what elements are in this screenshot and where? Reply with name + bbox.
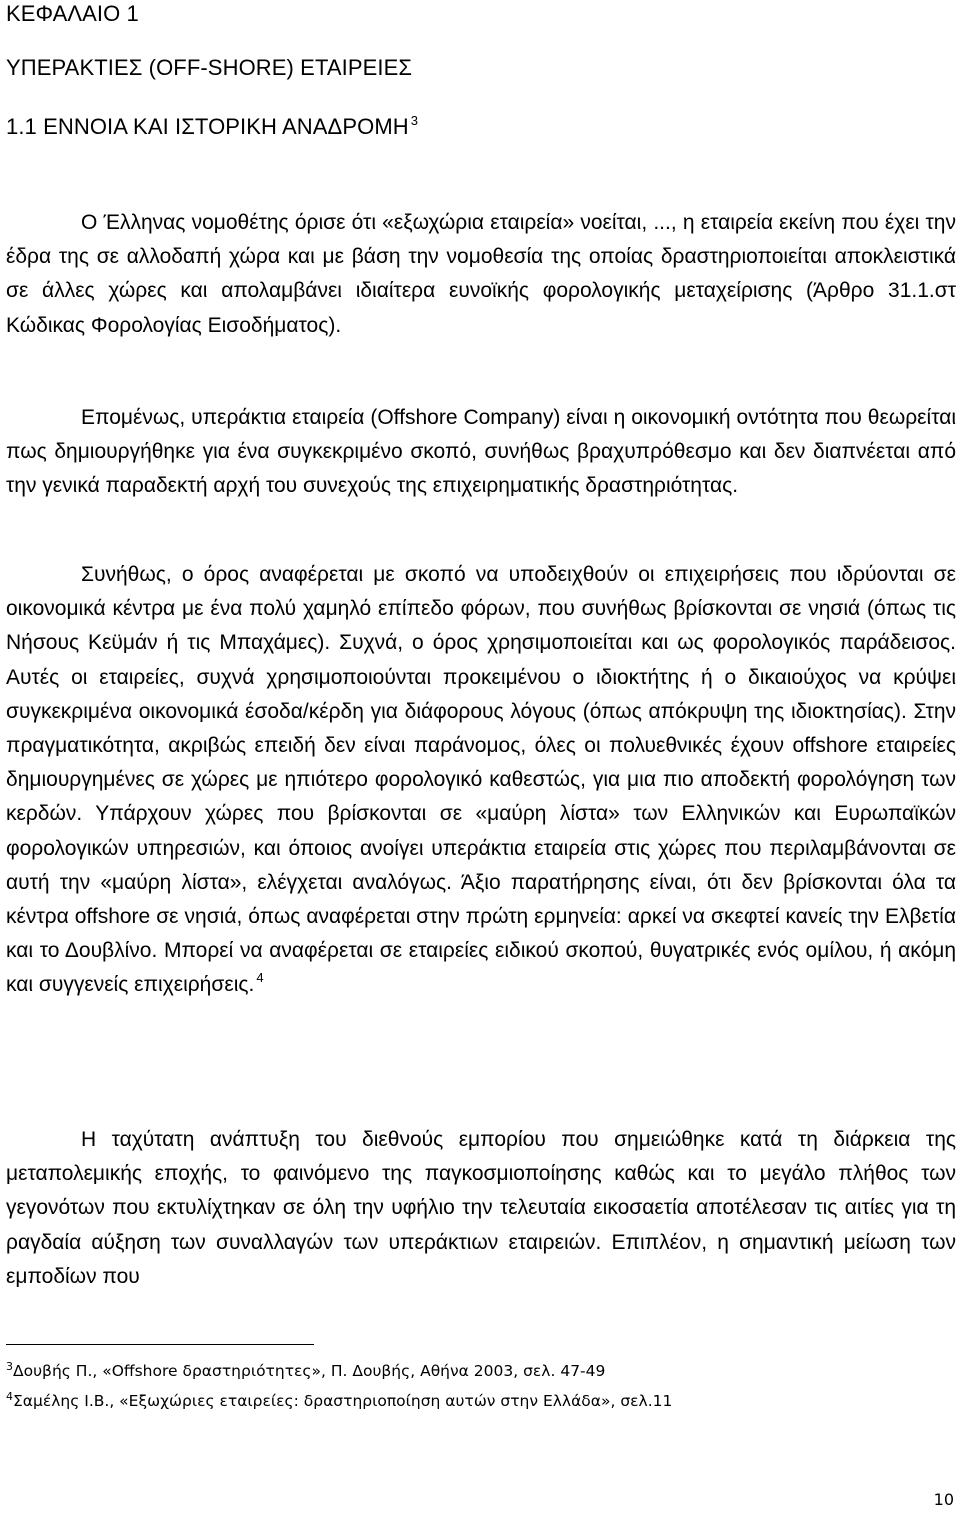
page-number: 10 — [933, 1490, 954, 1509]
paragraph-growth-text: Η ταχύτατη ανάπτυξη του διεθνούς εμπορίου που σημειώθηκε κατά τη διάρκεια της μεταπολεμικής εποχής, το φαινόμενο της παγκοσμιοποίησης καθώς και το μεγάλο πλήθος των γεγονότων που εκτυλίχτηκαν σε όλη την υφήλιο την τελευταία εικοσαετία αποτέλεσαν τις αιτίες για τη ραγδαία αύξηση των συναλλαγών των υπεράκτιων εταιρειών. Επιπλέον, η σημαντική μείωση των εμποδίων που — [6, 1128, 956, 1288]
section-footnote-ref: 3 — [410, 113, 419, 128]
paragraph-definition — [6, 206, 956, 343]
paragraph-definition-text: Ο Έλληνας νομοθέτης όρισε ότι «εξωχώρια εταιρεία» νοείται, ..., η εταιρεία εκείνη που έχει την έδρα της σε αλλοδαπή χώρα και με βάση την νομοθεσία της οποίας δραστηριοποιείται αποκλειστικά σε άλλες χώρες και απολαμβάνει ιδιαίτερα ευνοϊκής φορολογικής μεταχείρισης (Άρθρο 31.1.στ Κώδικας Φορολογίας Εισοδήματος). — [6, 211, 956, 337]
paragraph-tax-havens — [6, 558, 956, 1003]
paragraph-growth — [6, 1123, 956, 1294]
paragraph-footnote-ref: 4 — [256, 970, 264, 986]
footnote-3-text: Δουβής Π., «Offshore δραστηριότητες», Π. Δουβής, Αθήνα 2003, σελ. 47-49 — [13, 1362, 606, 1380]
footnote-4-text: Σαμέλης Ι.Β., «Εξωχώριες εταιρείες: δραστηριοποίηση αυτών στην Ελλάδα», σελ.11 — [13, 1392, 673, 1410]
footnote-separator — [6, 1344, 314, 1345]
footnote-3-number: 3 — [6, 1360, 13, 1373]
footnote-4-number: 4 — [6, 1390, 13, 1403]
document-page — [6, 0, 956, 1517]
footnote-4 — [6, 1391, 672, 1411]
paragraph-offshore-company — [6, 401, 956, 504]
section-heading — [6, 114, 418, 140]
chapter-heading: ΚΕΦΑΛΑΙΟ 1 — [6, 1, 139, 26]
paragraph-offshore-company-text: Επομένως, υπεράκτια εταιρεία (Offshore Company) είναι η οικονομική οντότητα που θεωρείται πως δημιουργήθηκε για ένα συγκεκριμένο σκοπό, συνήθως βραχυπρόθεσμο και δεν διαπνέεται από την γενικά παραδεκτή αρχή του συνεχούς της επιχειρηματικής δραστηριότητας. — [6, 406, 956, 498]
chapter-title-text: ΥΠΕΡΑΚΤΙΕΣ (OFF-SHORE) ΕΤΑΙΡΕΙΕΣ — [6, 55, 413, 80]
section-heading-text: 1.1 ΕΝΝΟΙΑ ΚΑΙ ΙΣΤΟΡΙΚΗ ΑΝΑΔΡΟΜΗ — [6, 114, 409, 139]
paragraph-tax-havens-text: Συνήθως, ο όρος αναφέρεται με σκοπό να υποδειχθούν οι επιχειρήσεις που ιδρύονται σε οικονομικά κέντρα με ένα πολύ χαμηλό επίπεδο φόρων, που συνήθως βρίσκονται σε νησιά (όπως τις Νήσους Κεϋμάν ή τις Μπαχάμες). Συχνά, ο όρος χρησιμοποιείται και ως φορολογικός παράδεισος. Αυτές οι εταιρείες, συχνά χρησιμοποιούνται προκειμένου ο ιδιοκτήτης ή ο δικαιούχος να κρύψει συγκεκριμένα οικονομικά έσοδα/κέρδη για διάφορους λόγους (όπως απόκρυψη της ιδιοκτησίας). Στην πραγματικότητα, ακριβώς επειδή δεν είναι παράνομος, όλες οι πολυεθνικές έχουν offshore εταιρείες δημιουργημένες σε χώρες με ηπιότερο φορολογικό καθεστώς, για μια πιο αποδεκτή φορολόγηση των κερδών. Υπάρχουν χώρες που βρίσκονται σε «μαύρη λίστα» των Ελληνικών και Ευρωπαϊκών φορολογικών υπηρεσιών, και όποιος ανοίγει υπεράκτια εταιρεία στις χώρες που περιλαμβάνονται σε αυτή την «μαύρη λίστα», ελέγχεται αναλόγως. Άξιο παρατήρησης είναι, ότι δεν βρίσκονται όλα τα κέντρα offshore σε νησιά, όπως αναφέρεται στην πρώτη ερμηνεία: αρκεί να σκεφτεί κανείς την Ελβετία και το Δουβλίνο. Μπορεί να αναφέρεται σε εταιρείες ειδικού σκοπού, θυγατρικές ενός ομίλου, ή ακόμη και συγγενείς επιχειρήσεις. — [6, 563, 956, 997]
footnote-3 — [6, 1361, 605, 1381]
chapter-title — [6, 55, 412, 81]
